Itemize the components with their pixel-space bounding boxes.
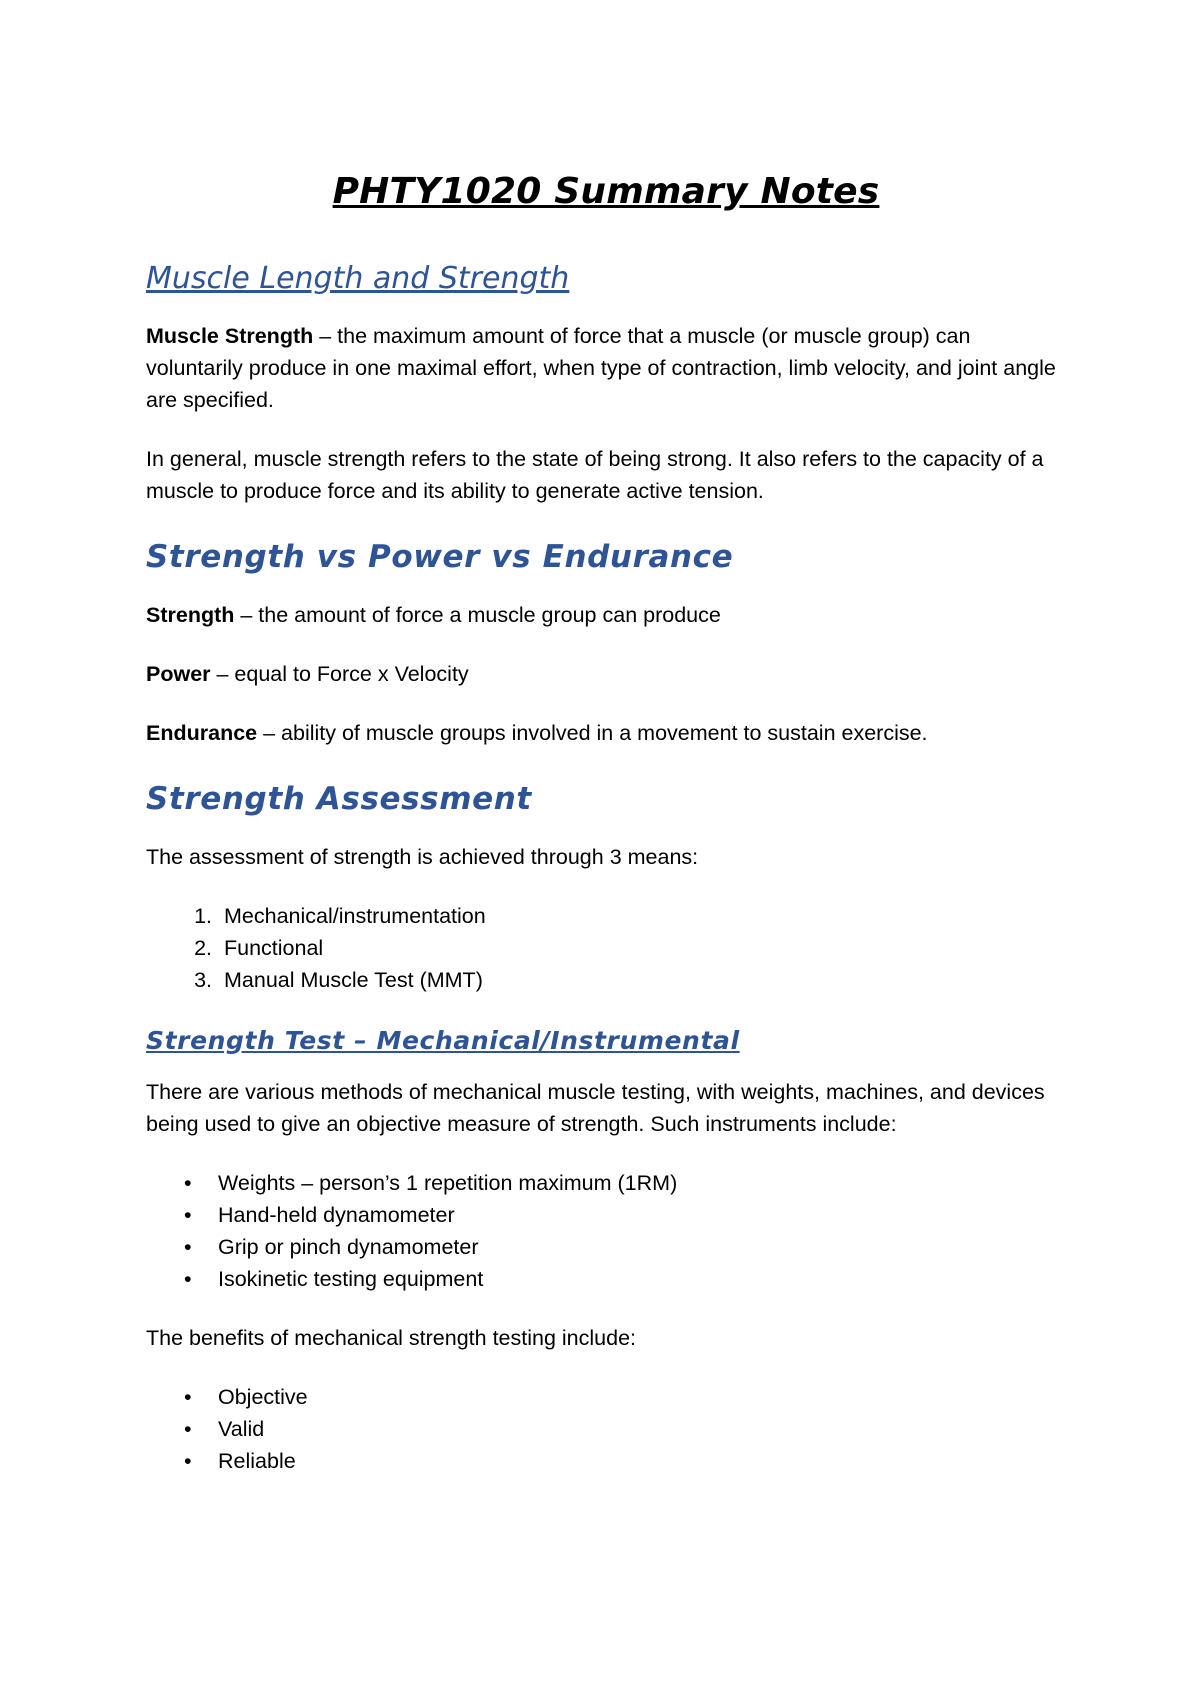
instruments-list <box>146 1167 1066 1295</box>
benefits-list <box>146 1381 1066 1477</box>
bullet-icon: • <box>184 1385 192 1409</box>
term-muscle-strength: Muscle Strength <box>146 324 314 348</box>
heading-strength-power-endurance: Strength vs Power vs Endurance <box>146 539 734 575</box>
bullet-icon: • <box>184 1267 192 1291</box>
bullet-icon: • <box>184 1417 192 1441</box>
list-item: 3. Manual Muscle Test (MMT) <box>218 964 1066 996</box>
term-power: Power <box>146 662 211 686</box>
list-item: 2. Functional <box>218 932 1066 964</box>
bullet-icon: • <box>184 1449 192 1473</box>
document-title: PHTY1020 Summary Notes <box>332 171 880 212</box>
list-item: • Reliable <box>218 1445 1066 1477</box>
bullet-icon: • <box>184 1203 192 1227</box>
list-item: 1. Mechanical/instrumentation <box>218 900 1066 932</box>
paragraph-assessment-intro: The assessment of strength is achieved through 3 means: <box>146 845 699 869</box>
heading-strength-assessment: Strength Assessment <box>146 781 532 817</box>
definition-text: – ability of muscle groups involved in a movement to sustain exercise. <box>257 721 928 745</box>
term-endurance: Endurance <box>146 721 258 745</box>
definition-endurance <box>146 717 1066 749</box>
definition-power <box>146 658 1066 690</box>
paragraph-mechanical-methods: There are various methods of mechanical muscle testing, with weights, machines, and devices being used to give an objective measure of strength. Such instruments include: <box>146 1080 1045 1136</box>
list-item: • Valid <box>218 1413 1066 1445</box>
document-page <box>146 168 1066 1504</box>
paragraph-general-strength: In general, muscle strength refers to the state of being strong. It also refers to the capacity of a muscle to produce force and its ability to generate active tension. <box>146 447 1044 503</box>
list-item: • Objective <box>218 1381 1066 1413</box>
heading-muscle-length-strength[interactable]: Muscle Length and Strength <box>146 261 570 296</box>
definition-text: – the maximum amount of force that a muscle (or muscle group) can voluntarily produce in one maximal effort, when type of contraction, limb velocity, and joint angle are specified. <box>146 324 1056 412</box>
bullet-icon: • <box>184 1235 192 1259</box>
list-item: • Weights – person’s 1 repetition maximum (1RM) <box>218 1167 1066 1199</box>
definition-strength <box>146 599 1066 631</box>
assessment-means-list <box>146 900 1066 996</box>
definition-text: – equal to Force x Velocity <box>210 662 469 686</box>
definition-text: – the amount of force a muscle group can produce <box>234 603 721 627</box>
bullet-icon: • <box>184 1171 192 1195</box>
definition-muscle-strength <box>146 320 1066 416</box>
term-strength: Strength <box>146 603 235 627</box>
list-item: • Hand-held dynamometer <box>218 1199 1066 1231</box>
heading-mechanical-instrumental[interactable]: Strength Test – Mechanical/Instrumental <box>146 1026 740 1055</box>
list-item: • Grip or pinch dynamometer <box>218 1231 1066 1263</box>
paragraph-benefits-intro: The benefits of mechanical strength testing include: <box>146 1326 637 1350</box>
list-item: • Isokinetic testing equipment <box>218 1263 1066 1295</box>
